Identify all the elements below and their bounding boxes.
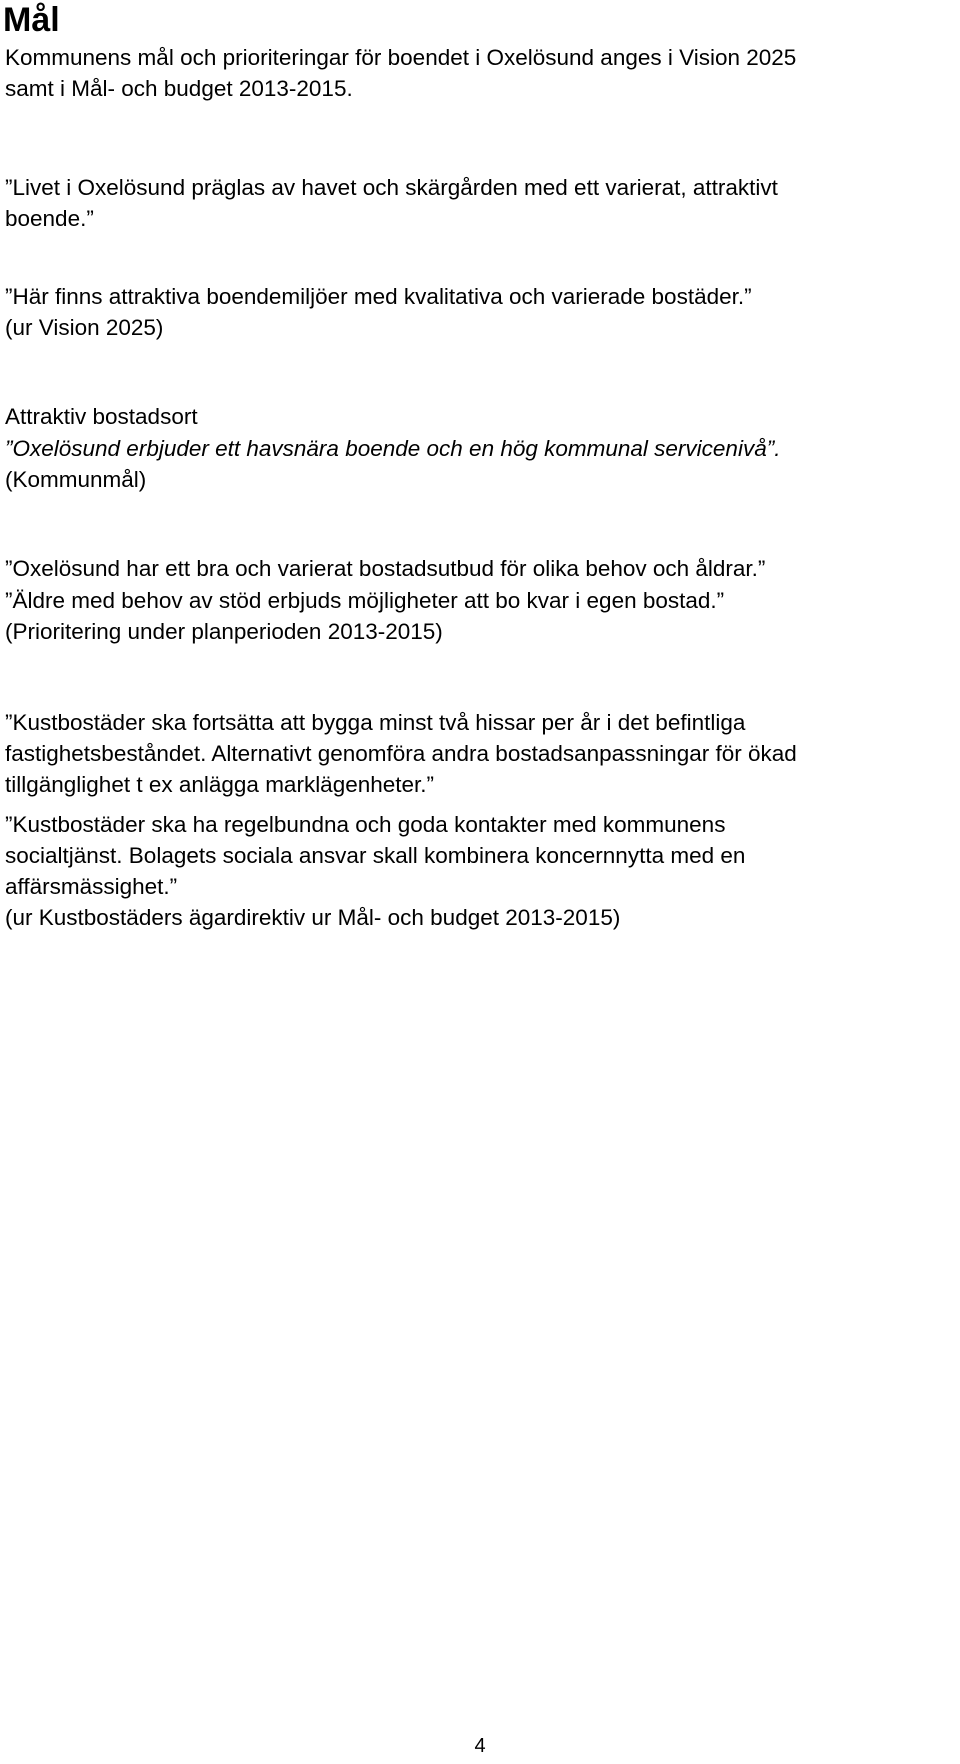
agardirektiv-p2-line-2: socialtjänst. Bolagets sociala ansvar skall kombinera koncernnytta med en [5, 843, 746, 868]
agardirektiv-source: (ur Kustbostäders ägardirektiv ur Mål- och budget 2013-2015) [5, 905, 621, 930]
vision-source: (ur Vision 2025) [5, 315, 164, 340]
kommunmal-quote: ”Oxelösund erbjuder ett havsnära boende och en hög kommunal servicenivå”. [5, 436, 781, 461]
agardirektiv-p2-line-1: ”Kustbostäder ska ha regelbundna och goda kontakter med kommunens [5, 812, 726, 837]
vision-quote-2: ”Här finns attraktiva boendemiljöer med kvalitativa och varierade bostäder.” [5, 284, 752, 309]
agardirektiv-p2-line-3: affärsmässighet.” [5, 874, 178, 899]
page-number: 4 [474, 1735, 486, 1757]
intro-line-1: Kommunens mål och prioriteringar för boendet i Oxelösund anges i Vision 2025 [5, 45, 797, 70]
prioritering-source: (Prioritering under planperioden 2013-2015) [5, 619, 443, 644]
agardirektiv-p1-line-1: ”Kustbostäder ska fortsätta att bygga minst två hissar per år i det befintliga [5, 710, 746, 735]
intro-line-2: samt i Mål- och budget 2013-2015. [5, 76, 353, 101]
prioritering-quote-1: ”Oxelösund har ett bra och varierat bostadsutbud för olika behov och åldrar.” [5, 556, 766, 581]
kommunmal-source: (Kommunmål) [5, 467, 147, 492]
prioritering-quote-2: ”Äldre med behov av stöd erbjuds möjligheter att bo kvar i egen bostad.” [5, 588, 725, 613]
vision-quote-1-line-2: boende.” [5, 206, 94, 231]
agardirektiv-p1-line-2: fastighetsbeståndet. Alternativt genomföra andra bostadsanpassningar för ökad [5, 741, 797, 766]
page-heading: Mål [3, 1, 60, 39]
agardirektiv-p1-line-3: tillgänglighet t ex anlägga marklägenheter.” [5, 772, 435, 797]
vision-quote-1-line-1: ”Livet i Oxelösund präglas av havet och skärgården med ett varierat, attraktivt [5, 175, 778, 200]
kommunmal-title: Attraktiv bostadsort [5, 404, 198, 429]
